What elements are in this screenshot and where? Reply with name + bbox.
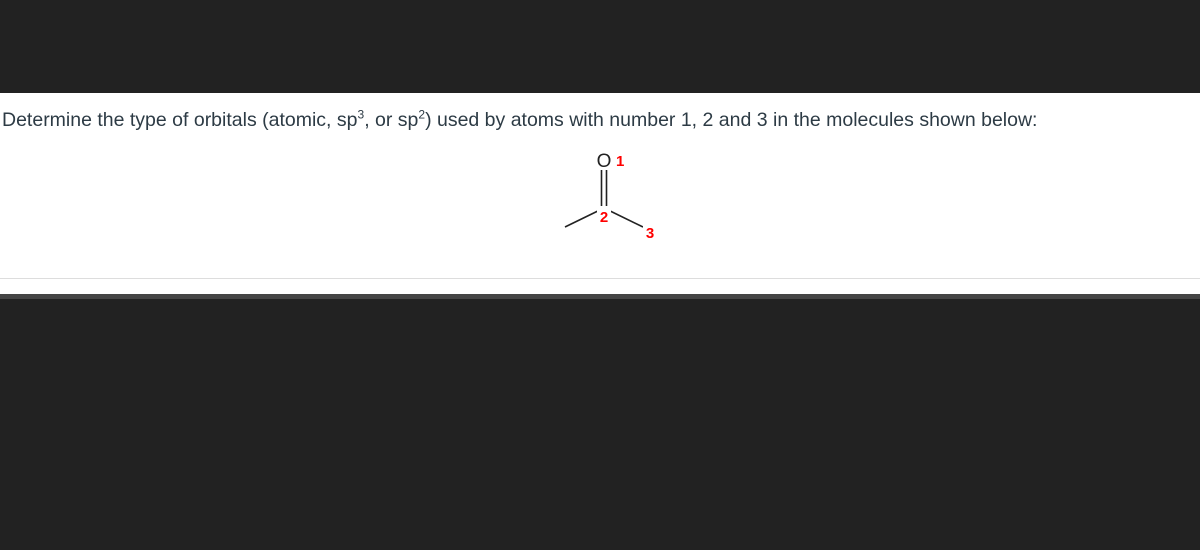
bottom-dark-band: [0, 299, 1200, 550]
oxygen-atom-symbol: O: [596, 151, 612, 172]
atom-label-1: 1: [616, 153, 625, 170]
question-text: [2, 107, 1037, 133]
atom-label-3: 3: [645, 225, 655, 242]
sp2-superscript: 2: [418, 107, 426, 122]
panel-footer-space: [0, 279, 1200, 294]
question-text-part-2: , or sp: [364, 109, 419, 131]
sp3-superscript: 3: [357, 107, 365, 122]
top-dark-band: [0, 0, 1200, 93]
atom-label-2: 2: [599, 209, 609, 226]
question-text-part-3: ) used by atoms with number 1, 2 and 3 in the molecules shown below:: [425, 109, 1038, 131]
question-text-part-1: Determine the type of orbitals (atomic, sp: [2, 109, 358, 131]
acetone-structure-image: [555, 144, 675, 244]
